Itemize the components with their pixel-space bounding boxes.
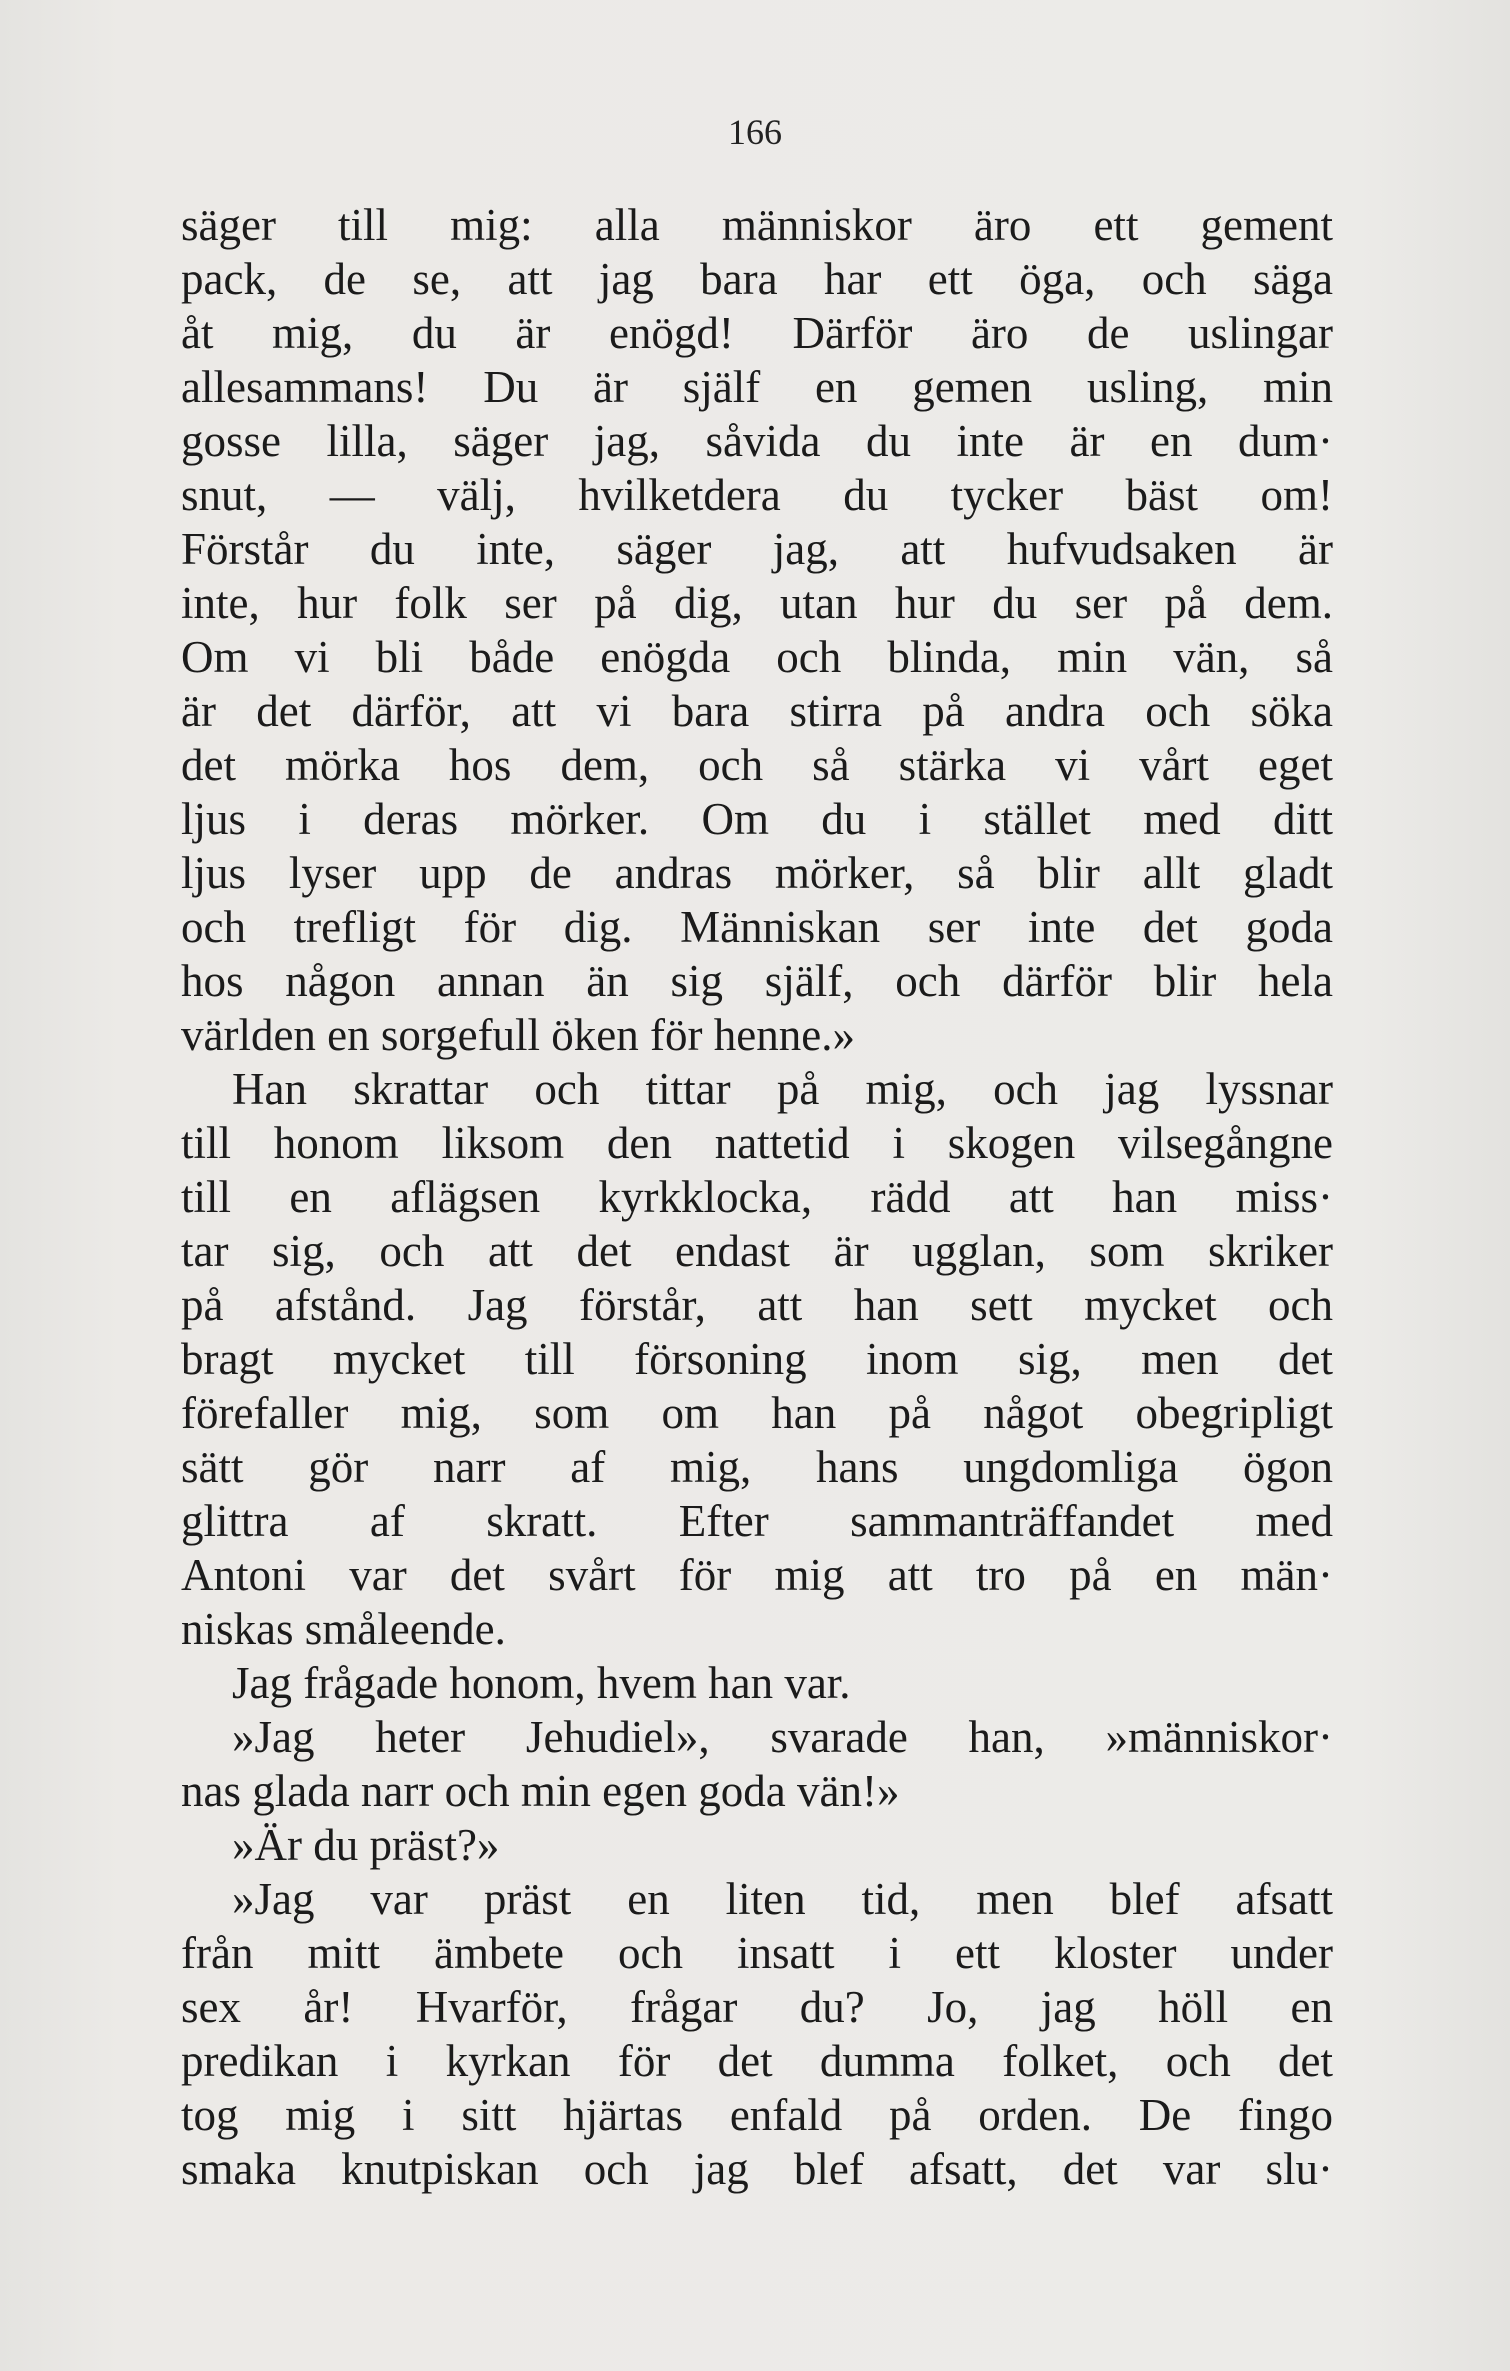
text-line: Jag frågade honom, hvem han var. — [232, 1658, 851, 1708]
text-line: åt mig, du är enögd! Därför äro de uslingar — [181, 308, 1333, 358]
text-line: gosse lilla, säger jag, såvida du inte är en dum· — [181, 416, 1333, 466]
text-line: inte, hur folk ser på dig, utan hur du ser på dem. — [181, 578, 1333, 628]
text-line: predikan i kyrkan för det dumma folket, och det — [181, 2036, 1333, 2086]
text-line: hos någon annan än sig själf, och därför blir hela — [181, 956, 1333, 1006]
text-line: och trefligt för dig. Människan ser inte det goda — [181, 902, 1333, 952]
text-line: Han skrattar och tittar på mig, och jag lyssnar — [232, 1064, 1333, 1114]
text-line: tar sig, och att det endast är ugglan, som skriker — [181, 1226, 1333, 1276]
text-line: »Jag var präst en liten tid, men blef afsatt — [232, 1874, 1333, 1924]
text-line: allesammans! Du är själf en gemen usling, min — [181, 362, 1333, 412]
text-line: glittra af skratt. Efter sammanträffandet med — [181, 1496, 1333, 1546]
body-text — [181, 198, 1333, 2196]
text-line: snut, — välj, hvilketdera du tycker bäst om! — [181, 470, 1333, 520]
text-line: till en aflägsen kyrkklocka, rädd att han miss· — [181, 1172, 1333, 1222]
text-line: förefaller mig, som om han på något obegripligt — [181, 1388, 1333, 1438]
text-line: smaka knutpiskan och jag blef afsatt, det var slu· — [181, 2144, 1333, 2194]
text-line: på afstånd. Jag förstår, att han sett mycket och — [181, 1280, 1333, 1330]
text-line: sätt gör narr af mig, hans ungdomliga ögon — [181, 1442, 1333, 1492]
text-line: till honom liksom den nattetid i skogen vilsegångne — [181, 1118, 1333, 1168]
text-line: »Jag heter Jehudiel», svarade han, »människor· — [232, 1712, 1333, 1762]
page-number: 166 — [728, 112, 782, 152]
text-line: säger till mig: alla människor äro ett gement — [181, 200, 1333, 250]
text-line: från mitt ämbete och insatt i ett kloster under — [181, 1928, 1333, 1978]
text-line: »Är du präst?» — [232, 1820, 500, 1870]
text-line: tog mig i sitt hjärtas enfald på orden. De fingo — [181, 2090, 1333, 2140]
text-line: Förstår du inte, säger jag, att hufvudsaken är — [181, 524, 1333, 574]
text-line: ljus i deras mörker. Om du i stället med ditt — [181, 794, 1333, 844]
text-line: nas glada narr och min egen goda vän!» — [181, 1766, 900, 1816]
text-line: Antoni var det svårt för mig att tro på en män· — [181, 1550, 1333, 1600]
text-line: ljus lyser upp de andras mörker, så blir allt gladt — [181, 848, 1333, 898]
text-line: det mörka hos dem, och så stärka vi vårt eget — [181, 740, 1333, 790]
text-line: världen en sorgefull öken för henne.» — [181, 1010, 855, 1060]
text-line: är det därför, att vi bara stirra på andra och söka — [181, 686, 1333, 736]
text-line: sex år! Hvarför, frågar du? Jo, jag höll en — [181, 1982, 1333, 2032]
text-line: niskas småleende. — [181, 1604, 506, 1654]
text-line: bragt mycket till försoning inom sig, men det — [181, 1334, 1333, 1384]
text-line: pack, de se, att jag bara har ett öga, och säga — [181, 254, 1333, 304]
text-line: Om vi bli både enögda och blinda, min vän, så — [181, 632, 1333, 682]
